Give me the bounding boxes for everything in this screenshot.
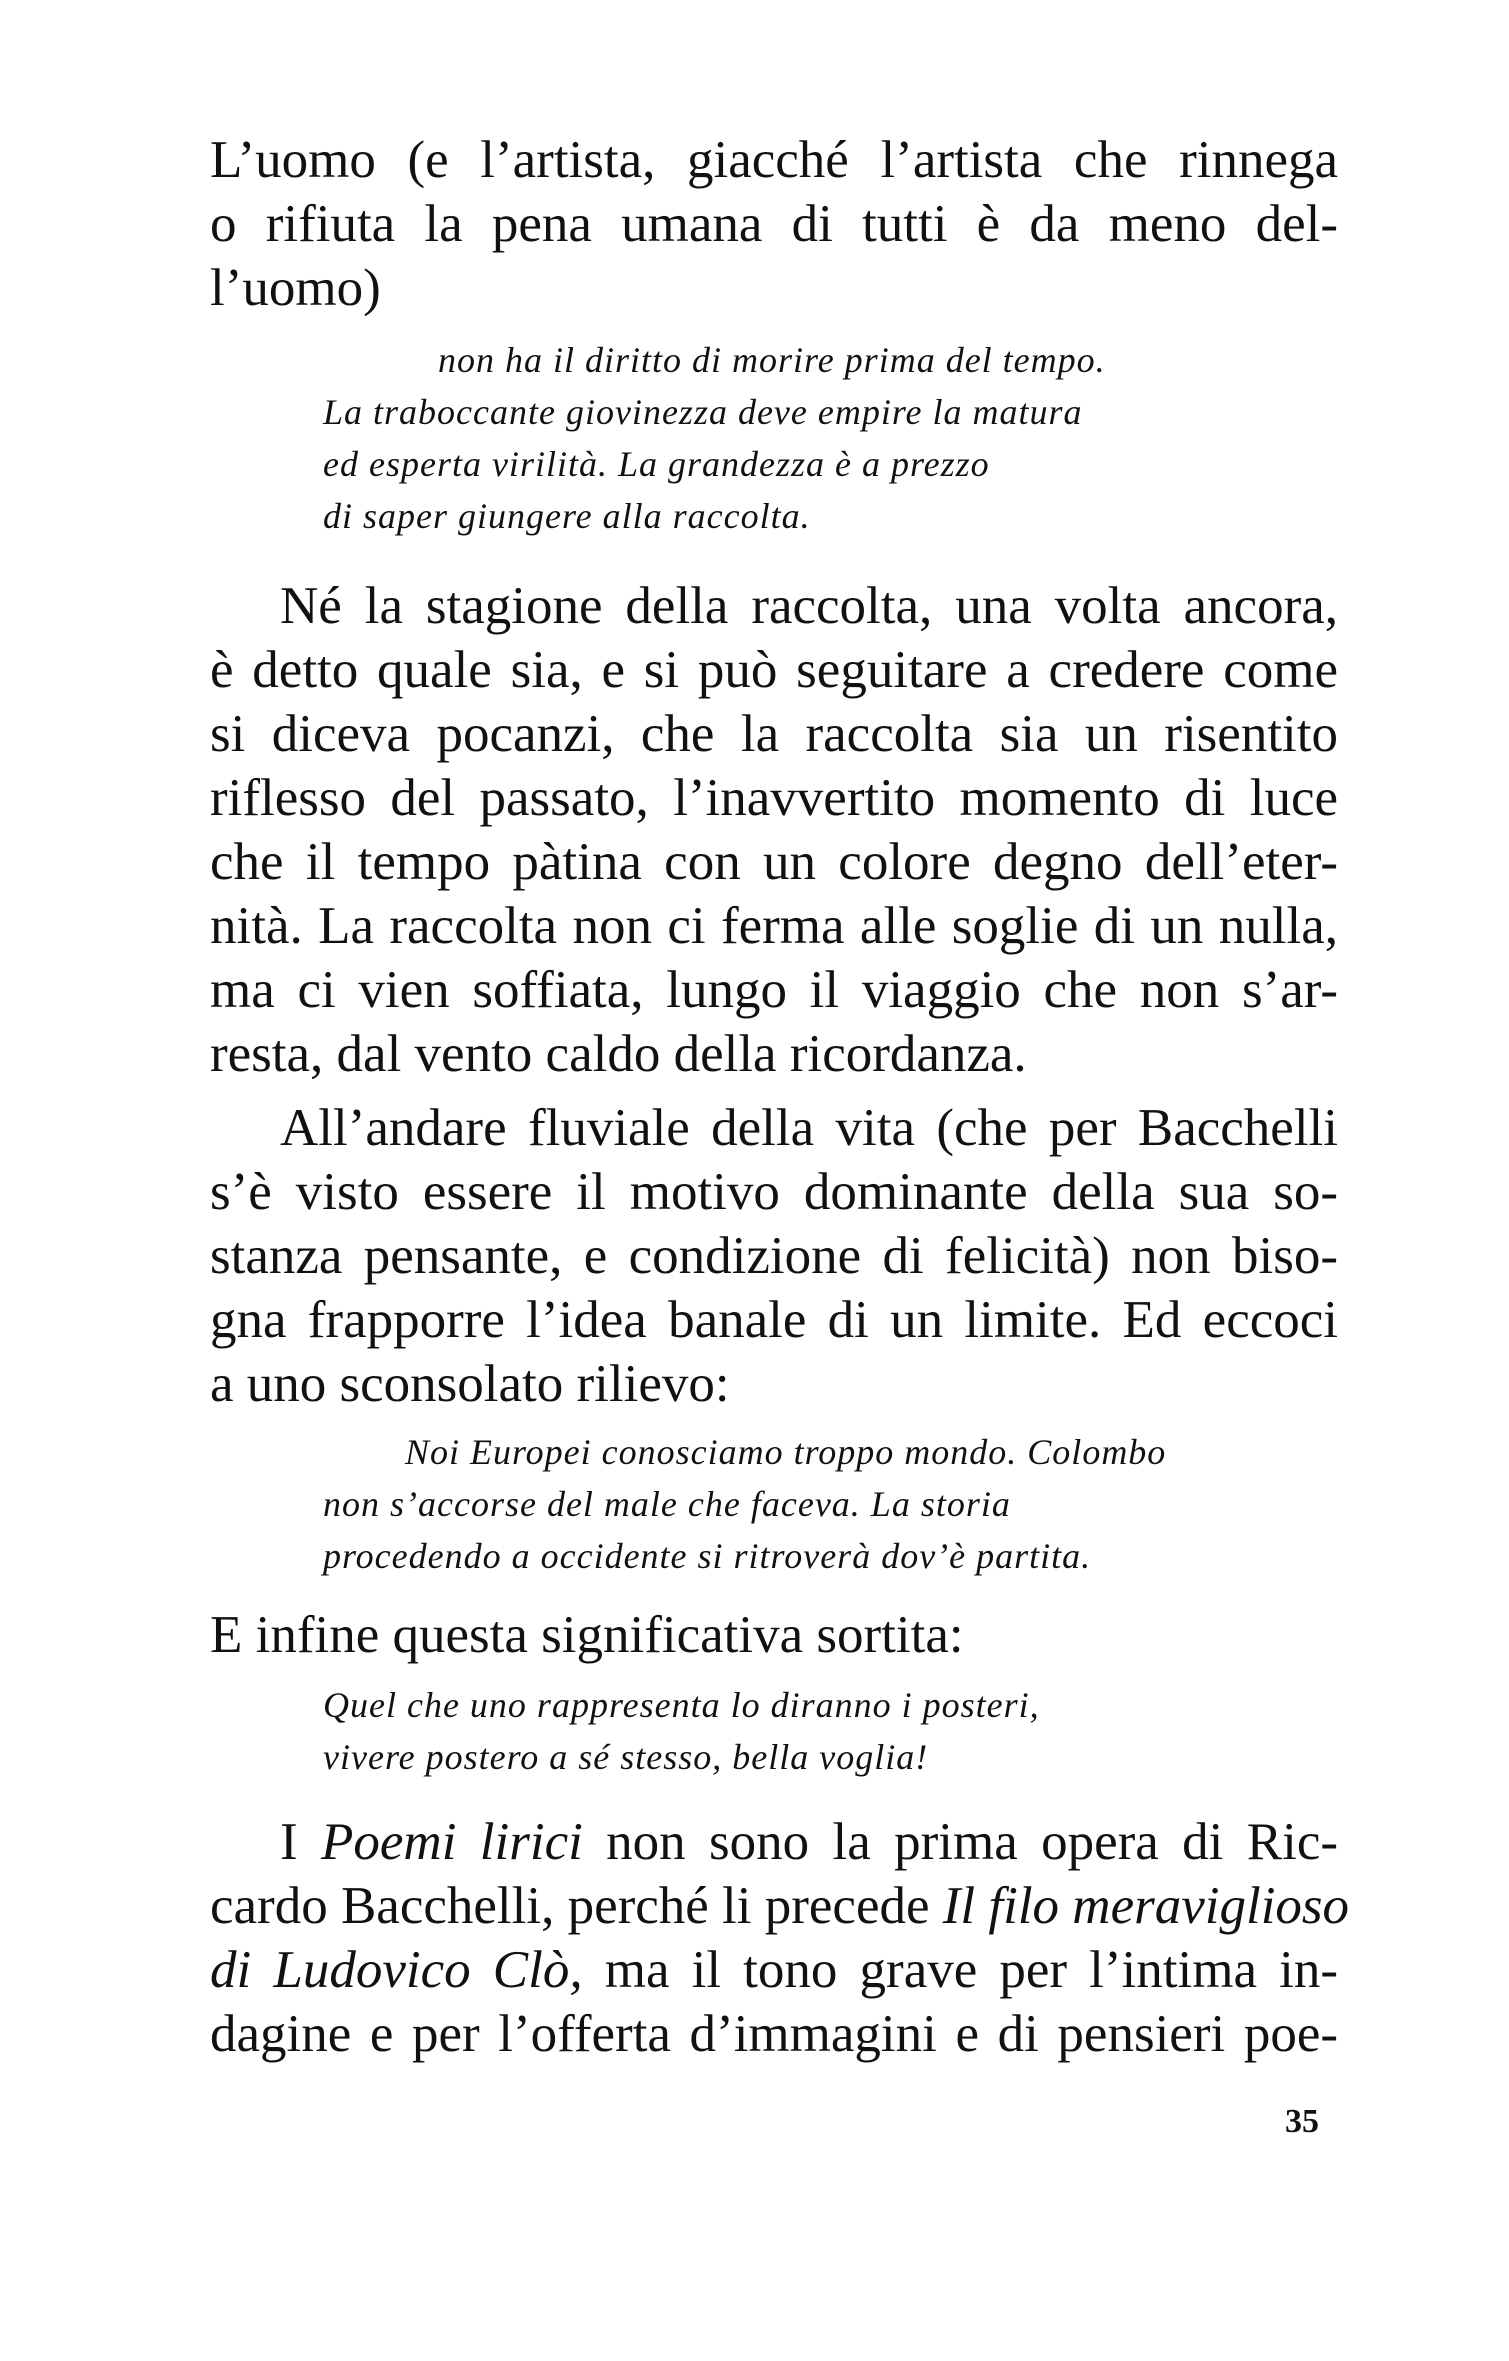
page-number: 35 (1285, 2103, 1319, 2140)
paragraph-1-line-2: o rifiuta la pena umana di tutti è da meno del- (210, 195, 1338, 253)
quote-2-line-2: non s’accorse del male che faceva. La storia (323, 1484, 1011, 1524)
paragraph-2-line-7: ma ci vien soffiata, lungo il viaggio che non s’ar- (210, 961, 1338, 1019)
book-title-di-ludovico-clo: di Ludovico Clò, (210, 1941, 583, 1999)
quote-3-line-2: vivere postero a sé stesso, bella voglia! (323, 1737, 929, 1777)
book-title-il-filo-meraviglioso: Il filo meraviglioso (942, 1877, 1350, 1935)
quote-2-line-1: Noi Europei conosciamo troppo mondo. Colombo (405, 1432, 1167, 1472)
paragraph-3-line-1: All’andare fluviale della vita (che per Bacchelli (280, 1099, 1338, 1157)
paragraph-5-line-2-text-a: cardo Bacchelli, perché li precede (210, 1877, 943, 1935)
paragraph-3-line-2: s’è visto essere il motivo dominante della sua so- (210, 1163, 1338, 1221)
book-title-poemi-lirici: Poemi lirici (321, 1813, 583, 1871)
quote-1-line-1: non ha il diritto di morire prima del tempo. (438, 340, 1106, 380)
paragraph-2-line-2: è detto quale sia, e si può seguitare a credere come (210, 641, 1338, 699)
paragraph-2-line-1: Né la stagione della raccolta, una volta ancora, (280, 577, 1338, 635)
paragraph-5-line-3-text-b: ma il tono grave per l’intima in- (582, 1941, 1338, 1999)
paragraph-2-line-6: nità. La raccolta non ci ferma alle soglie di un nulla, (210, 897, 1338, 955)
paragraph-5-line-1-text-a: I (280, 1813, 322, 1871)
quote-1-line-4: di saper giungere alla raccolta. (323, 496, 811, 536)
paragraph-1-line-1: L’uomo (e l’artista, giacché l’artista che rinnega (210, 131, 1338, 189)
quote-1-line-2: La traboccante giovinezza deve empire la matura (323, 392, 1083, 432)
paragraph-2-line-3: si diceva pocanzi, che la raccolta sia un risentito (210, 705, 1338, 763)
paragraph-5-line-4: dagine e per l’offerta d’immagini e di pensieri poe- (210, 2005, 1338, 2063)
quote-2-line-3: procedendo a occidente si ritroverà dov’è partita. (323, 1536, 1092, 1576)
paragraph-3-line-4: gna frapporre l’idea banale di un limite. Ed eccoci (210, 1291, 1338, 1349)
paragraph-5-line-1-text-c: non sono la prima opera di Ric- (582, 1813, 1339, 1871)
paragraph-3-line-3: stanza pensante, e condizione di felicità) non biso- (210, 1227, 1338, 1285)
paragraph-5-line-2 (210, 1874, 1350, 1938)
paragraph-2-line-4: riflesso del passato, l’inavvertito momento di luce (210, 769, 1338, 827)
paragraph-4-line-1: E infine questa significativa sortita: (210, 1606, 964, 1664)
paragraph-1-line-3: l’uomo) (210, 259, 381, 317)
paragraph-2-line-5: che il tempo pàtina con un colore degno dell’eter- (210, 833, 1338, 891)
paragraph-2-line-8: resta, dal vento caldo della ricordanza. (210, 1025, 1027, 1083)
paragraph-5-line-1 (280, 1810, 1338, 1874)
quote-1-line-3: ed esperta virilità. La grandezza è a prezzo (323, 444, 990, 484)
quote-3-line-1: Quel che uno rappresenta lo diranno i posteri, (323, 1685, 1040, 1725)
paragraph-5-line-3 (210, 1938, 1338, 2002)
paragraph-3-line-5: a uno sconsolato rilievo: (210, 1355, 730, 1413)
